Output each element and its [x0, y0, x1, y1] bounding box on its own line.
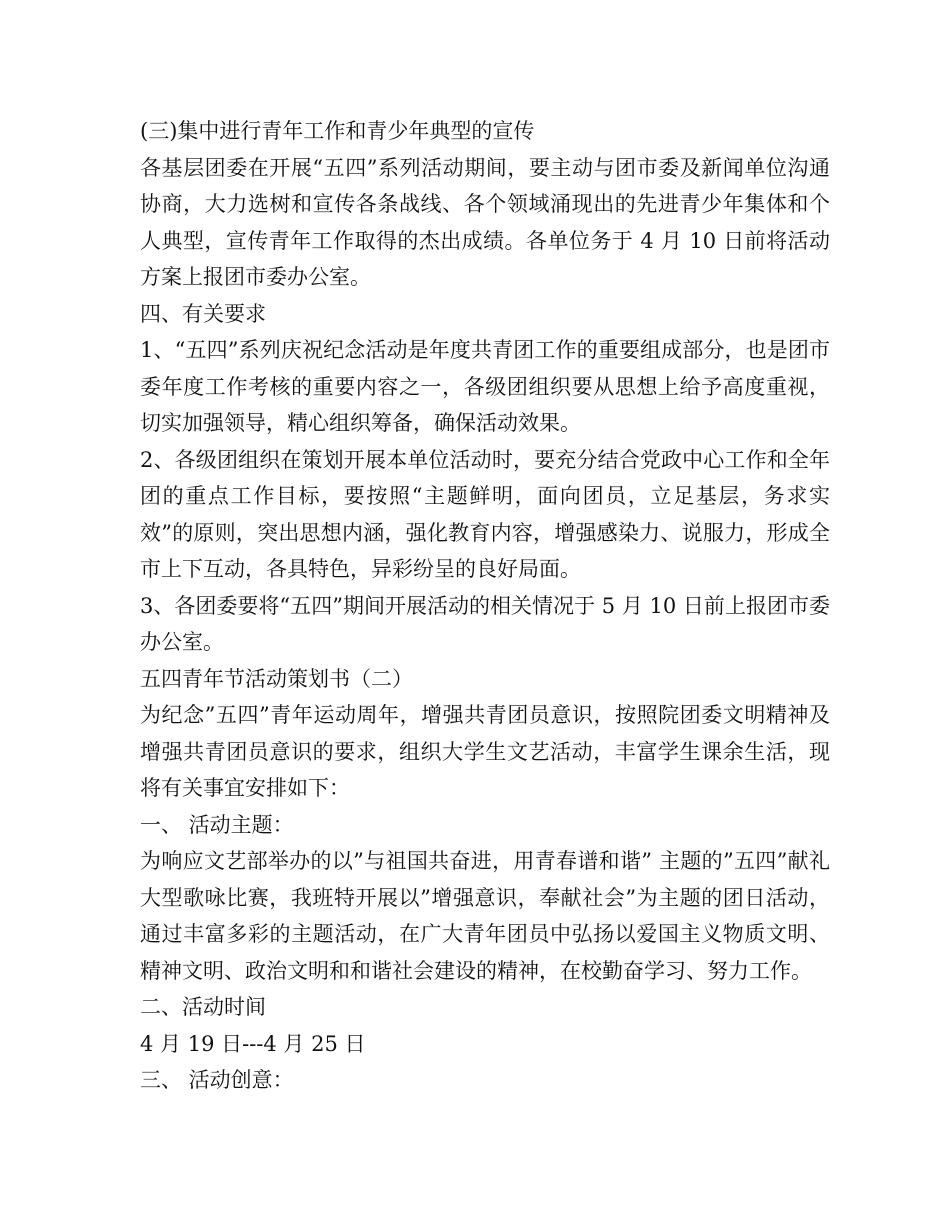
- document-subtitle: 五四青年节活动策划书（二）: [140, 666, 413, 691]
- section-heading-theme: 一、 活动主题：: [140, 812, 294, 837]
- section-heading-time: 二、活动时间: [140, 995, 266, 1019]
- paragraph-requirement-1: 1、“五四”系列庆祝纪念活动是年度共青团工作的重要组成部分，也是团市委年度工作考核的重要内容之一，各级团组织要从思想上给予高度重视，切实加强领导，精心组织筹备，确保活动效果。: [140, 338, 830, 435]
- document-body: [140, 113, 830, 1099]
- paragraph-theme-body: 为响应文艺部举办的以”与祖国共奋进，用青春谱和谐” 主题的”五四”献礼大型歌咏比赛，我班特开展以”增强意识，奉献社会”为主题的团日活动，通过丰富多彩的主题活动，在广大青年团员中弘扬以爱国主义物质文明、精神文明、政治文明和和谐社会建设的精神，在校勤奋学习、努力工作。: [140, 849, 830, 983]
- paragraph-introduction: 为纪念”五四”青年运动周年，增强共青团员意识，按照院团委文明精神及增强共青团员意识的要求，组织大学生文艺活动，丰富学生课余生活，现将有关事宜安排如下：: [140, 703, 830, 800]
- paragraph-requirement-2: 2、各级团组织在策划开展本单位活动时，要充分结合党政中心工作和全年团的重点工作目标，要按照“主题鲜明，面向团员，立足基层，务求实效”的原则，突出思想内涵，强化教育内容，增强感染力、说服力，形成全市上下互动，各具特色，异彩纷呈的良好局面。: [140, 447, 830, 581]
- section-heading-requirements: 四、有关要求: [140, 301, 266, 326]
- paragraph-promotion-body: 各基层团委在开展“五四”系列活动期间，要主动与团市委及新闻单位沟通协商，大力选树和宣传各条战线、各个领域涌现出的先进青少年集体和个人典型，宣传青年工作取得的杰出成绩。各单位务于 4 月 10 日前将活动方案上报团市委办公室。: [140, 155, 830, 289]
- paragraph-requirement-3: 3、各团委要将“五四”期间开展活动的相关情况于 5 月 10 日前上报团市委办公室。: [140, 593, 830, 654]
- section-heading-creativity: 三、 活动创意：: [140, 1068, 294, 1092]
- section-heading-promotion: (三)集中进行青年工作和青少年典型的宣传: [140, 119, 535, 143]
- paragraph-time-range: 4 月 19 日---4 月 25 日: [140, 1031, 366, 1056]
